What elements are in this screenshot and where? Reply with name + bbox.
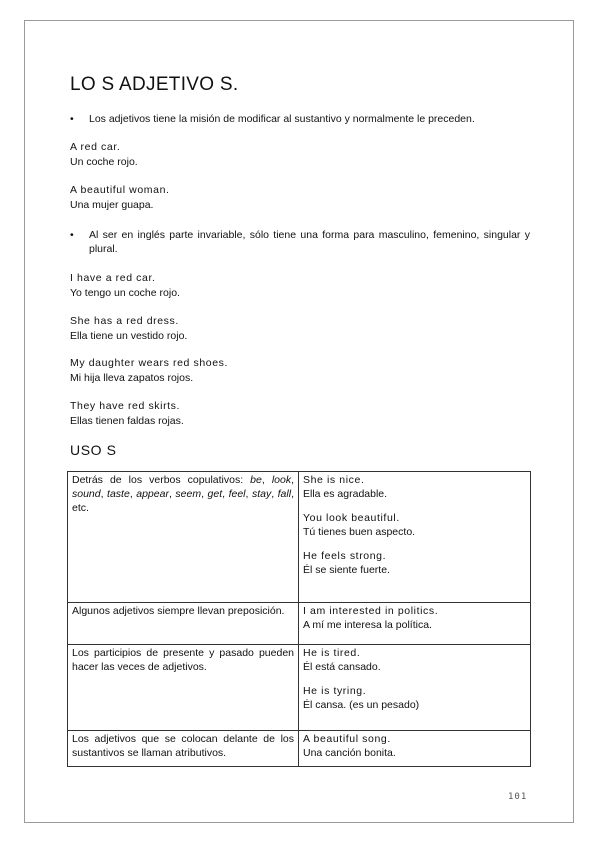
example-pair <box>70 183 170 212</box>
verb: get <box>207 488 223 500</box>
uses-table <box>67 471 531 767</box>
rule-cell: Los adjetivos que se colocan delante de los sustantivos se llaman atributivos. <box>68 731 299 767</box>
english-example: He is tired. <box>303 647 361 659</box>
english-example: My daughter wears red shoes. <box>70 357 229 369</box>
examples-cell <box>299 645 531 731</box>
rule-cell: Los participios de presente y pasado pueden hacer las veces de adjetivos. <box>68 645 299 731</box>
english-example: I am interested in politics. <box>303 605 439 617</box>
bullet-marker: • <box>70 229 74 241</box>
spanish-translation: Mi hija lleva zapatos rojos. <box>70 371 194 384</box>
table-row <box>68 603 531 645</box>
english-example: A beautiful woman. <box>70 184 170 196</box>
spanish-translation: Un coche rojo. <box>70 155 138 168</box>
spanish-translation: Una mujer guapa. <box>70 198 154 211</box>
example-pair <box>70 356 228 385</box>
english-example: A red car. <box>70 141 121 153</box>
verb: look <box>271 474 292 486</box>
bullet-item <box>70 228 530 256</box>
table-row <box>68 472 531 603</box>
examples-cell <box>299 472 531 603</box>
verb: fall <box>277 488 292 500</box>
example-pair <box>70 140 138 169</box>
example-pair <box>70 314 187 343</box>
rule-cell: Detrás de los verbos copulativos: be, look, sound, taste, appear, seem, get, feel, stay, fall, etc. <box>68 472 299 603</box>
english-example: A beautiful song. <box>303 733 391 745</box>
page-number: 101 <box>508 792 528 802</box>
verb: be <box>250 474 262 486</box>
spanish-translation: Él se siente fuerte. <box>303 564 390 576</box>
spanish-translation: Ellas tienen faldas rojas. <box>70 414 184 427</box>
spanish-translation: A mí me interesa la política. <box>303 619 432 631</box>
table-row <box>68 731 531 767</box>
bullet-text: Al ser en inglés parte invariable, sólo tiene una forma para masculino, femenino, singular y plural. <box>89 229 530 255</box>
example-pair <box>70 271 180 300</box>
bullet-text: Los adjetivos tiene la misión de modificar al sustantivo y normalmente le preceden. <box>89 113 475 125</box>
verb: feel <box>228 488 246 500</box>
spanish-translation: Él está cansado. <box>303 661 381 673</box>
rule-cell: Algunos adjetivos siempre llevan preposición. <box>68 603 299 645</box>
section-heading-usos: USO S <box>70 442 117 458</box>
english-example: You look beautiful. <box>303 512 400 524</box>
verb: stay <box>251 488 272 500</box>
examples-cell <box>299 731 531 767</box>
english-example: She has a red dress. <box>70 315 179 327</box>
examples-cell <box>299 603 531 645</box>
english-example: She is nice. <box>303 474 365 486</box>
table-row <box>68 645 531 731</box>
spanish-translation: Tú tienes buen aspecto. <box>303 526 416 538</box>
page-title: LO S ADJETIVO S. <box>70 74 239 95</box>
bullet-item <box>70 112 530 126</box>
english-example: He is tyring. <box>303 685 367 697</box>
spanish-translation: Una canción bonita. <box>303 747 396 759</box>
english-example: I have a red car. <box>70 272 156 284</box>
verb: sound <box>72 488 101 500</box>
english-example: He feels strong. <box>303 550 387 562</box>
verb: seem <box>175 488 202 500</box>
spanish-translation: Ella es agradable. <box>303 488 388 500</box>
spanish-translation: Él cansa. (es un pesado) <box>303 699 420 711</box>
example-pair <box>70 399 184 428</box>
english-example: They have red skirts. <box>70 400 181 412</box>
spanish-translation: Yo tengo un coche rojo. <box>70 286 180 299</box>
bullet-marker: • <box>70 113 74 125</box>
verb: taste <box>107 488 130 500</box>
verb: appear <box>136 488 169 500</box>
spanish-translation: Ella tiene un vestido rojo. <box>70 329 188 342</box>
